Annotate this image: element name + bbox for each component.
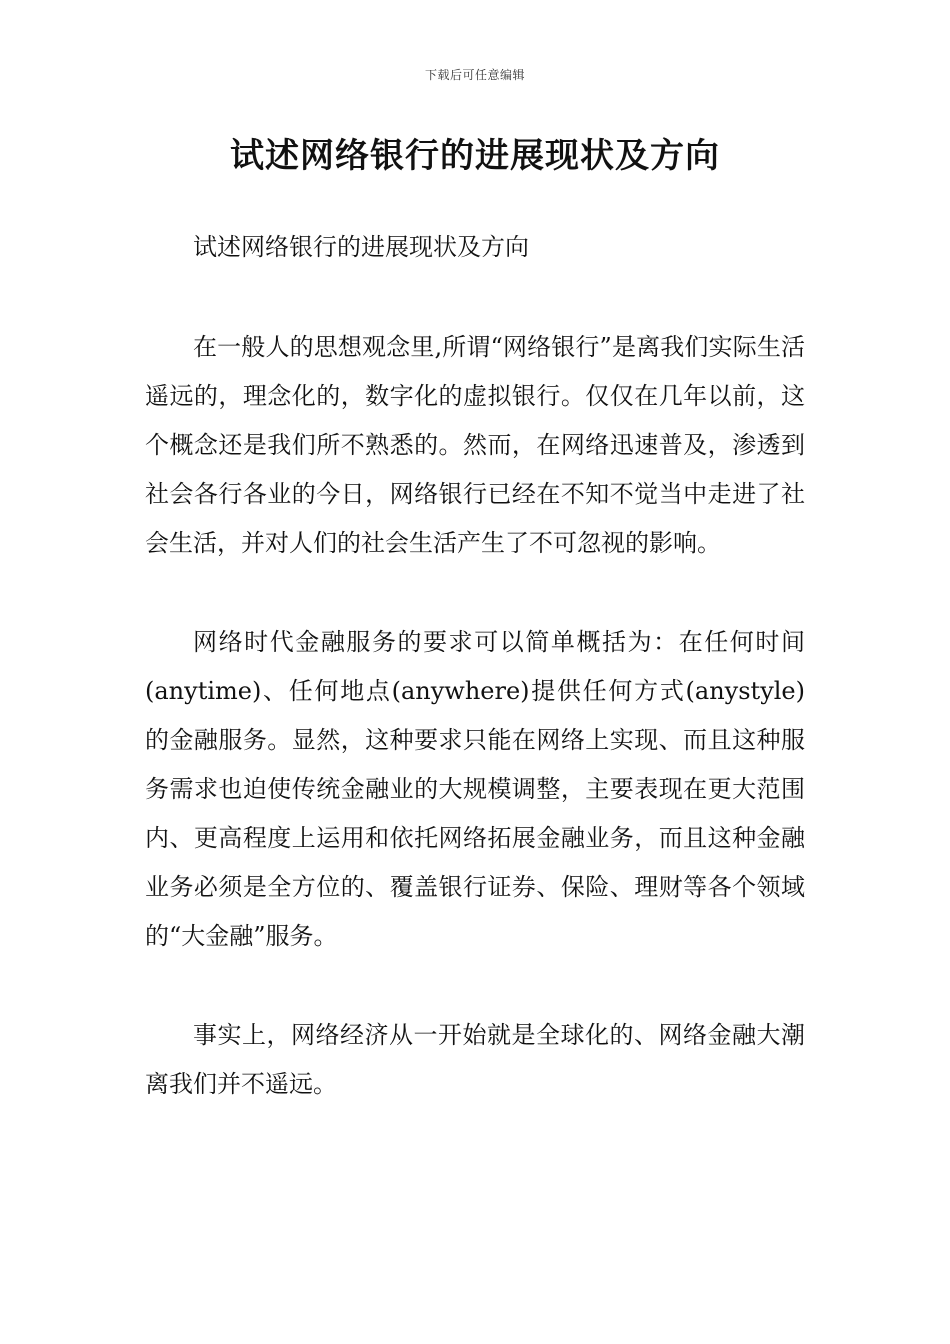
- subtitle-paragraph: 试述网络银行的进展现状及方向: [193, 233, 529, 261]
- body-paragraph-2: 网络时代金融服务的要求可以简单概括为：在任何时间(anytime)、任何地点(anywhere)提供任何方式(anystyle)的金融服务。显然，这种要求只能在网络上实现、而且这种服务需求也迫使传统金融业的大规模调整，主要表现在更大范围内、更高程度上运用和依托网络拓展金融业务，而且这种金融业务必须是全方位的、覆盖银行证券、保险、理财等各个领域的“大金融”服务。: [145, 628, 805, 950]
- paragraph-gap: [145, 568, 805, 618]
- body-paragraph-3: 事实上，网络经济从一开始就是全球化的、网络金融大潮离我们并不遥远。: [145, 1021, 805, 1098]
- header-note: 下载后可任意编辑: [424, 68, 525, 82]
- body-paragraph-1: 在一般人的思想观念里,所谓“网络银行”是离我们实际生活遥远的，理念化的，数字化的虚拟银行。仅仅在几年以前，这个概念还是我们所不熟悉的。然而，在网络迅速普及，渗透到社会各行各业的今日，网络银行已经在不知不觉当中走进了社会生活，并对人们的社会生活产生了不可忽视的影响。: [145, 333, 805, 557]
- document-body: [145, 223, 805, 1109]
- document-title: 试述网络银行的进展现状及方向: [230, 136, 720, 176]
- paragraph-gap: [145, 961, 805, 1011]
